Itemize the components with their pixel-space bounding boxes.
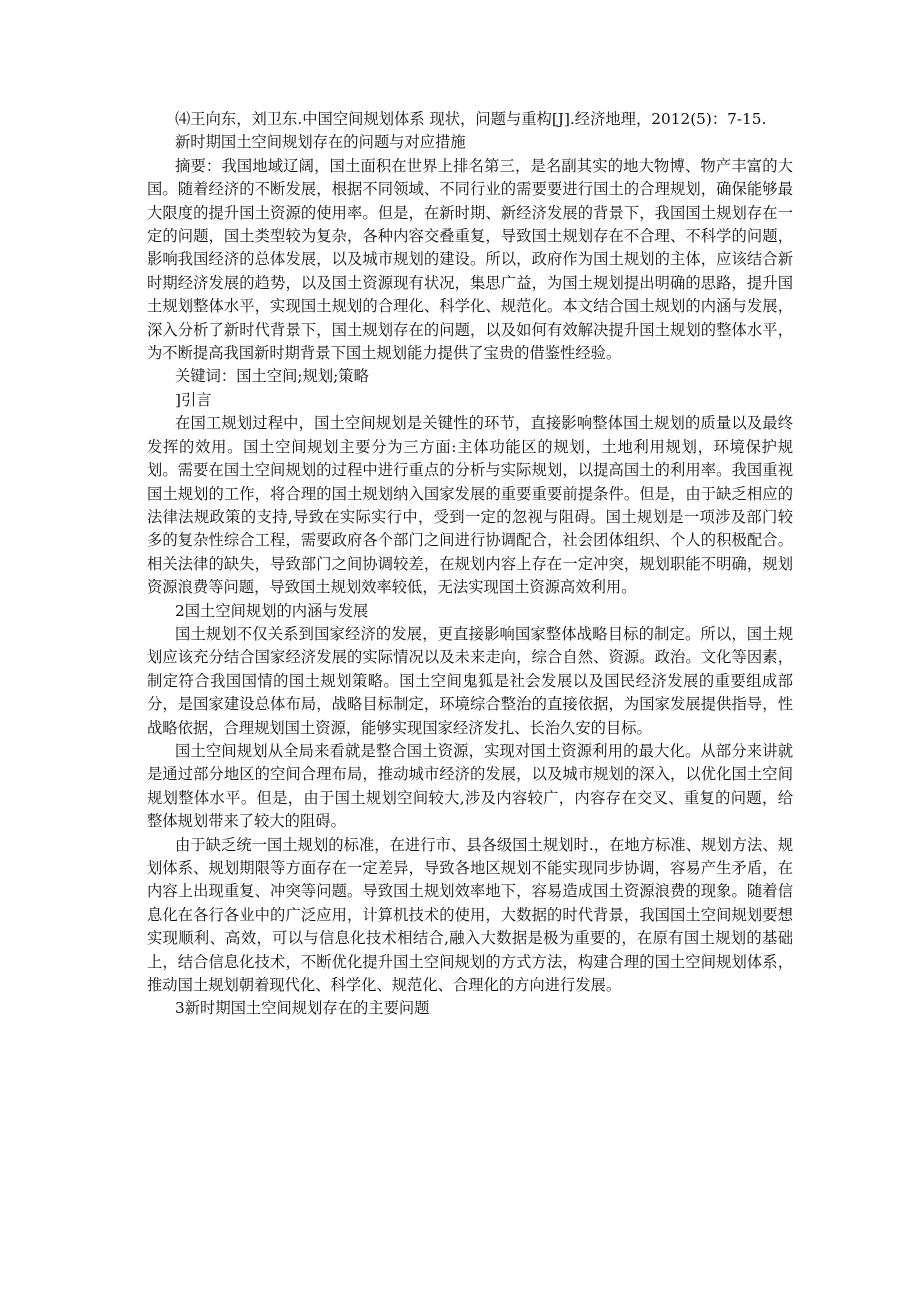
keywords-line: 关键词：国土空间;规划;策略	[175, 367, 369, 386]
reference-citation: ⑷王向东，刘卫东.中国空间规划体系 现状，问题与重构[J].经济地理，2012(5)：7-15.	[175, 110, 767, 128]
section-heading-introduction: ]引言	[175, 390, 212, 409]
abstract-paragraph: 摘要：我国地域辽阔，国土面积在世界上排名第三，是名副其实的地大物博、物产丰富的大国。随着经济的不断发展，根据不同领域、不同行业的需要要进行国土的合理规划，确保能够最大限度的提升国土资源的使用率。但是，在新时期、新经济发展的背景下，我国国土规划存在一定的问题，国土类型较为复杂，各种内容交叠重复，导致国土规划存在不合理、不科学的问题，影响我国经济的总体发展，以及城市规划的建设。所以，政府作为国土规划的主体，应该结合新时期经济发展的趋势，以及国土资源现有状况，集思广益，为国土规划提出明确的思路，提升国土规划整体水平，实现国土规划的合理化、科学化、规范化。本文结合国土规划的内涵与发展，深入分析了新时代背景下，国土规划存在的问题，以及如何有效解决提升国土规划的整体水平，为不断提高我国新时期背景下国土规划能力提供了宝贵的借鉴性经验。	[147, 156, 793, 363]
introduction-paragraph: 在国工规划过程中，国土空间规划是关键性的环节，直接影响整体国土规划的质量以及最终发挥的效用。国土空间规划主要分为三方面:主体功能区的规划，土地利用规划，环境保护规划。需要在国土空间规划的过程中进行重点的分析与实际规划，以提高国土的利用率。我国重视国土规划的工作，将合理的国土规划纳入国家发展的重要重要前提条件。但是，由于缺乏相应的法律法规政策的支持,导致在实际实行中，受到一定的忽视与阻碍。国土规划是一项涉及部门较多的复杂性综合工程，需要政府各个部门之间进行协调配合，社会团体组织、个人的积极配合。相关法律的缺失，导致部门之间协调较差，在规划内容上存在一定冲突，规划职能不明确，规划资源浪费等问题，导致国土规划效率较低，无法实现国土资源高效利用。	[147, 414, 793, 597]
section-heading-2: 2国土空间规划的内涵与发展	[175, 601, 369, 620]
section2-paragraph-3: 由于缺乏统一国土规划的标准，在进行市、县各级国土规划时.，在地方标准、规划方法、规划体系、规划期限等方面存在一定差异，导致各地区规划不能实现同步协调，容易产生矛盾，在内容上出现重复、冲突等问题。导致国土规划效率地下，容易造成国土资源浪费的现象。随着信息化在各行各业中的广泛应用，计算机技术的使用，大数据的时代背景，我国国土空间规划要想实现顺利、高效，可以与信息化技术相结合,融入大数据是极为重要的，在原有国土规划的基础上，结合信息化技术，不断优化提升国土空间规划的方式方法，构建合理的国土空间规划体系，推动国土规划朝着现代化、科学化、规范化、合理化的方向进行发展。	[147, 835, 793, 995]
document-page	[147, 108, 793, 1021]
section2-paragraph-2: 国土空间规划从全局来看就是整合国土资源，实现对国土资源利用的最大化。从部分来讲就是通过部分地区的空间合理布局，推动城市经济的发展，以及城市规划的深入，以优化国土空间规划整体水平。但是，由于国土规划空间较大,涉及内容较广，内容存在交叉、重复的问题，给整体规划带来了较大的阻碍。	[147, 741, 793, 831]
article-title: 新时期国土空间规划存在的问题与对应措施	[175, 133, 466, 152]
section-heading-3: 3新时期国土空间规划存在的主要问题	[175, 999, 430, 1018]
section2-paragraph-1: 国土规划不仅关系到国家经济的发展，更直接影响国家整体战略目标的制定。所以，国土规划应该充分结合国家经济发展的实际情况以及未来走向，综合自然、资源。政治。文化等因素，制定符合我国国情的国土规划策略。国土空间鬼狐是社会发展以及国民经济发展的重要组成部分，是国家建设总体布局，战略目标制定，环境综合整治的直接依据，为国家发展提供指导，性战略依据，合理规划国土资源，能够实现国家经济发扎、长治久安的目标。	[147, 624, 793, 737]
